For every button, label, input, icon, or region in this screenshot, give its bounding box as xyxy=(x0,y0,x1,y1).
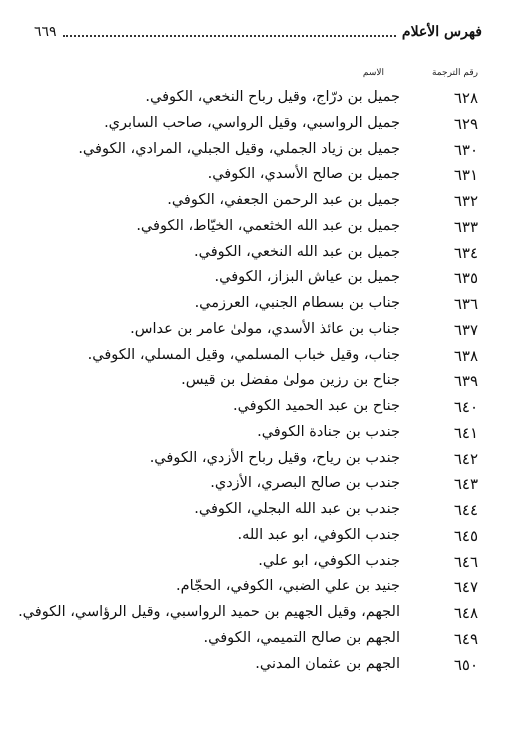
entry-number: ٦٣٥ xyxy=(453,269,478,288)
entry-number: ٦٣٨ xyxy=(453,346,478,365)
entry-number: ٦٤٧ xyxy=(453,578,478,597)
entry-number: ٦٣٠ xyxy=(453,140,478,159)
entry-name: جناح بن رزين مولىٰ مفضل بن قيس. xyxy=(181,372,400,389)
entry-name: جميل بن زياد الجملي، وقيل الجبلي، المرادي، الكوفي. xyxy=(78,140,400,157)
entry-number: ٦٣٢ xyxy=(453,192,478,210)
list-item xyxy=(0,602,516,628)
entry-number: ٦٤٨ xyxy=(453,604,478,622)
list-item xyxy=(0,164,516,190)
entry-name: جميل الرواسبي، وقيل الرواسي، صاحب السابري. xyxy=(104,114,400,131)
entry-name: جندب بن جنادة الكوفي. xyxy=(257,423,400,440)
list-item xyxy=(0,139,516,165)
list-item xyxy=(0,422,516,448)
entry-number: ٦٣٧ xyxy=(453,320,478,339)
entry-name: جناب بن عائذ الأسدي، مولىٰ عامر بن عداس. xyxy=(130,320,400,337)
list-item xyxy=(0,499,516,525)
entry-name: جندب الكوفي، ابو علي. xyxy=(258,552,400,569)
entry-number: ٦٤٠ xyxy=(453,398,478,416)
page-number: ٦٦٩ xyxy=(34,24,57,40)
entry-number: ٦٣٤ xyxy=(453,243,478,262)
list-item xyxy=(0,551,516,577)
column-header-number: رقم الترجمة xyxy=(431,68,478,78)
entry-number: ٦٢٩ xyxy=(453,114,478,133)
entry-name: جناب بن بسطام الجنبي، العرزمي. xyxy=(194,295,400,311)
entry-number: ٦٣٩ xyxy=(453,372,478,391)
list-item xyxy=(0,216,516,242)
entry-name: الجهم بن عثمان المدني. xyxy=(255,655,400,672)
entry-name: جناب، وقيل خباب المسلمي، وقيل المسلي، الكوفي. xyxy=(87,346,400,363)
list-item xyxy=(0,473,516,499)
entry-number: ٦٥٠ xyxy=(453,655,478,674)
entry-name: جميل بن عياش البزاز، الكوفي. xyxy=(214,269,400,286)
entry-name: جميل بن عبد الرحمن الجعفي، الكوفي. xyxy=(167,192,400,208)
entry-name: جندب بن صالح البصري، الأزدي. xyxy=(210,475,400,492)
entry-number: ٦٣١ xyxy=(453,166,478,185)
entry-name: جناح بن عبد الحميد الكوفي. xyxy=(232,398,400,414)
entry-number: ٦٤٥ xyxy=(453,526,478,545)
entry-name: جميل بن درّاج، وقيل رباح النخعي، الكوفي. xyxy=(145,89,400,105)
entry-name: جميل بن صالح الأسدي، الكوفي. xyxy=(207,166,400,183)
entry-name: جندب بن عبد الله البجلي، الكوفي. xyxy=(194,501,400,517)
entry-number: ٦٤١ xyxy=(453,423,478,442)
entry-name: الجهم بن صالح التميمي، الكوفي. xyxy=(203,629,400,646)
list-item xyxy=(0,370,516,396)
entry-number: ٦٤٢ xyxy=(453,449,478,468)
list-item xyxy=(0,448,516,474)
entry-name: جنيد بن علي الضبي، الكوفي، الحجّام. xyxy=(176,578,400,595)
entry-number: ٦٣٦ xyxy=(453,295,478,313)
entry-name: الجهم، وقيل الجهيم بن حميد الرواسبي، وقيل الرؤاسي، الكوفي. xyxy=(18,604,400,620)
list-item xyxy=(0,113,516,139)
entry-number: ٦٣٣ xyxy=(453,217,478,236)
entry-number: ٦٤٦ xyxy=(453,552,478,571)
list-item xyxy=(0,242,516,268)
list-item xyxy=(0,267,516,293)
entry-name: جميل بن عبد الله النخعي، الكوفي. xyxy=(194,243,400,260)
entries-list xyxy=(0,87,516,679)
list-item xyxy=(0,190,516,216)
list-item xyxy=(0,319,516,345)
dotted-leader xyxy=(63,35,396,37)
list-item xyxy=(0,87,516,113)
list-item xyxy=(0,293,516,319)
entry-name: جندب بن رياح، وقيل رباح الأزدي، الكوفي. xyxy=(149,449,400,466)
entry-name: جندب الكوفي، ابو عبد الله. xyxy=(237,526,400,543)
list-item xyxy=(0,345,516,371)
column-header-name: الاسم xyxy=(362,68,384,78)
list-item xyxy=(0,628,516,654)
list-item xyxy=(0,654,516,680)
list-item xyxy=(0,525,516,551)
entry-number: ٦٢٨ xyxy=(453,89,478,107)
list-item xyxy=(0,396,516,422)
page-title: فهرس الأعلام xyxy=(401,24,482,40)
entry-number: ٦٤٩ xyxy=(453,629,478,648)
page-header xyxy=(34,22,482,42)
entry-number: ٦٤٤ xyxy=(453,501,478,519)
entry-number: ٦٤٣ xyxy=(453,475,478,494)
list-item xyxy=(0,576,516,602)
entry-name: جميل بن عبد الله الخثعمي، الخيّاط، الكوفي. xyxy=(136,217,400,234)
